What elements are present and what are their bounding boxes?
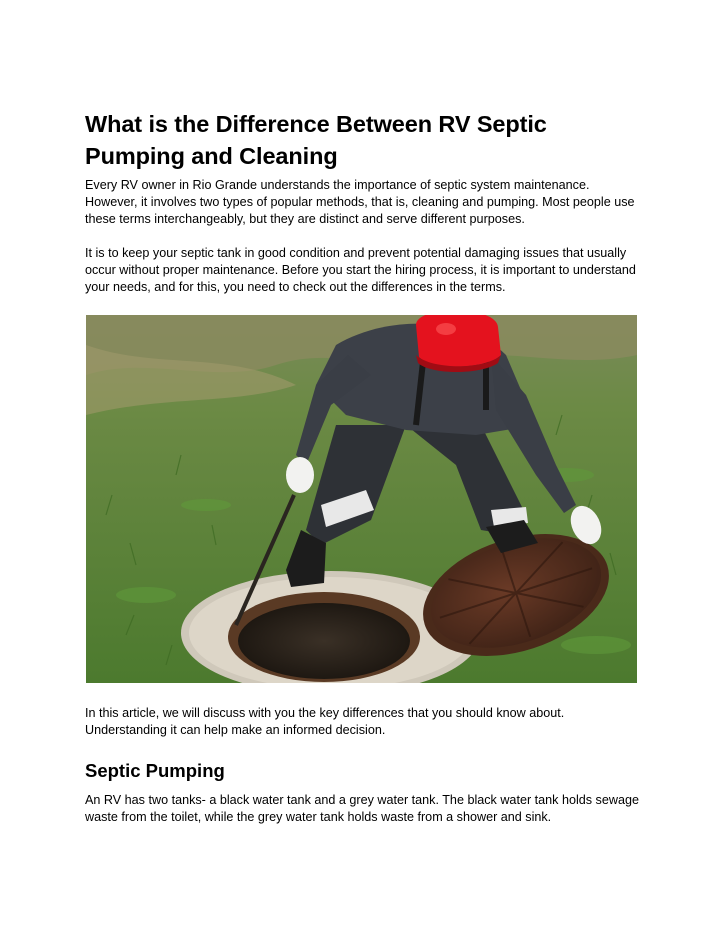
discussion-paragraph: In this article, we will discuss with you the key differences that you should know about. Understanding it can help make an informed decision. (85, 706, 565, 737)
section-heading: Septic Pumping (85, 760, 225, 781)
section-paragraph: An RV has two tanks- a black water tank and a grey water tank. The black water tank holds sewage waste from the toilet, while the grey water tank holds waste from a shower and sink. (85, 793, 639, 824)
intro-paragraph-2: It is to keep your septic tank in good condition and prevent potential damaging issues that usually occur without proper maintenance. Before you start the hiring process, it is important to understand your needs, and for this, you need to check out the differences in the terms. (85, 246, 636, 294)
article-title: What is the Difference Between RV Septic Pumping and Cleaning (85, 111, 547, 169)
septic-worker-photo (86, 315, 637, 683)
intro-paragraph-1: Every RV owner in Rio Grande understands the importance of septic system maintenance. However, it involves two types of popular methods, that is, cleaning and pumping. Most people use these terms interchangeably, but they are distinct and serve different purposes. (85, 178, 635, 226)
